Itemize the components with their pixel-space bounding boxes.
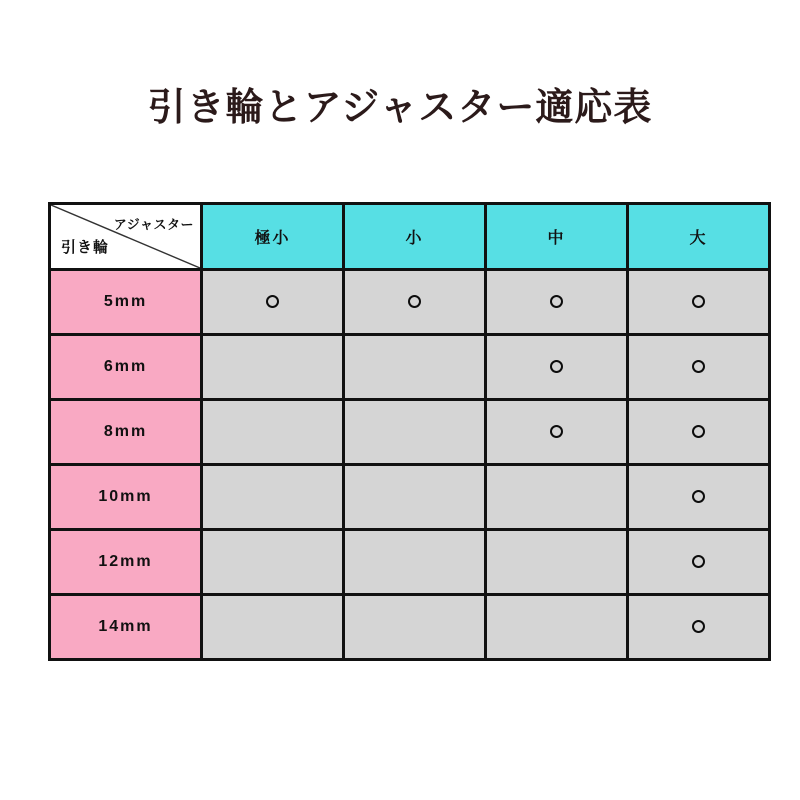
column-header-2: 小 [344, 204, 486, 270]
compatible-circle-icon [692, 425, 705, 438]
row-label: 12mm [50, 530, 202, 595]
column-header-1: 極小 [202, 204, 344, 270]
compatibility-table [48, 202, 771, 661]
corner-label-pullring: 引き輪 [61, 239, 110, 256]
page-title: 引き輪とアジャスター適応表 [147, 87, 653, 129]
table-row [50, 530, 770, 595]
compatible-cell [344, 270, 486, 335]
empty-cell [344, 400, 486, 465]
compatible-circle-icon [692, 620, 705, 633]
compatible-circle-icon [692, 490, 705, 503]
compatible-circle-icon [692, 295, 705, 308]
empty-cell [344, 335, 486, 400]
empty-cell [202, 530, 344, 595]
table-row [50, 270, 770, 335]
empty-cell [344, 530, 486, 595]
compatible-circle-icon [550, 360, 563, 373]
compatible-cell [628, 335, 770, 400]
table-row [50, 335, 770, 400]
corner-header-cell [50, 204, 202, 270]
row-label: 14mm [50, 595, 202, 660]
empty-cell [486, 530, 628, 595]
table-row [50, 595, 770, 660]
empty-cell [202, 465, 344, 530]
table-row [50, 400, 770, 465]
empty-cell [202, 400, 344, 465]
compatible-cell [486, 335, 628, 400]
compatible-cell [202, 270, 344, 335]
compatible-circle-icon [550, 295, 563, 308]
compatible-cell [486, 400, 628, 465]
corner-label-adjuster: アジャスター [113, 217, 194, 232]
row-label: 5mm [50, 270, 202, 335]
column-header-4: 大 [628, 204, 770, 270]
empty-cell [202, 595, 344, 660]
row-label: 10mm [50, 465, 202, 530]
compatible-circle-icon [692, 555, 705, 568]
compatible-cell [628, 400, 770, 465]
table-row [50, 465, 770, 530]
compatible-circle-icon [408, 295, 421, 308]
row-label: 8mm [50, 400, 202, 465]
compatible-circle-icon [266, 295, 279, 308]
compatible-cell [628, 270, 770, 335]
column-header-3: 中 [486, 204, 628, 270]
compatible-circle-icon [550, 425, 563, 438]
table-header-row [50, 204, 770, 270]
compatible-cell [628, 595, 770, 660]
empty-cell [202, 335, 344, 400]
compatible-circle-icon [692, 360, 705, 373]
empty-cell [486, 595, 628, 660]
row-label: 6mm [50, 335, 202, 400]
compatible-cell [628, 530, 770, 595]
empty-cell [344, 465, 486, 530]
empty-cell [486, 465, 628, 530]
compatible-cell [486, 270, 628, 335]
empty-cell [344, 595, 486, 660]
compatible-cell [628, 465, 770, 530]
